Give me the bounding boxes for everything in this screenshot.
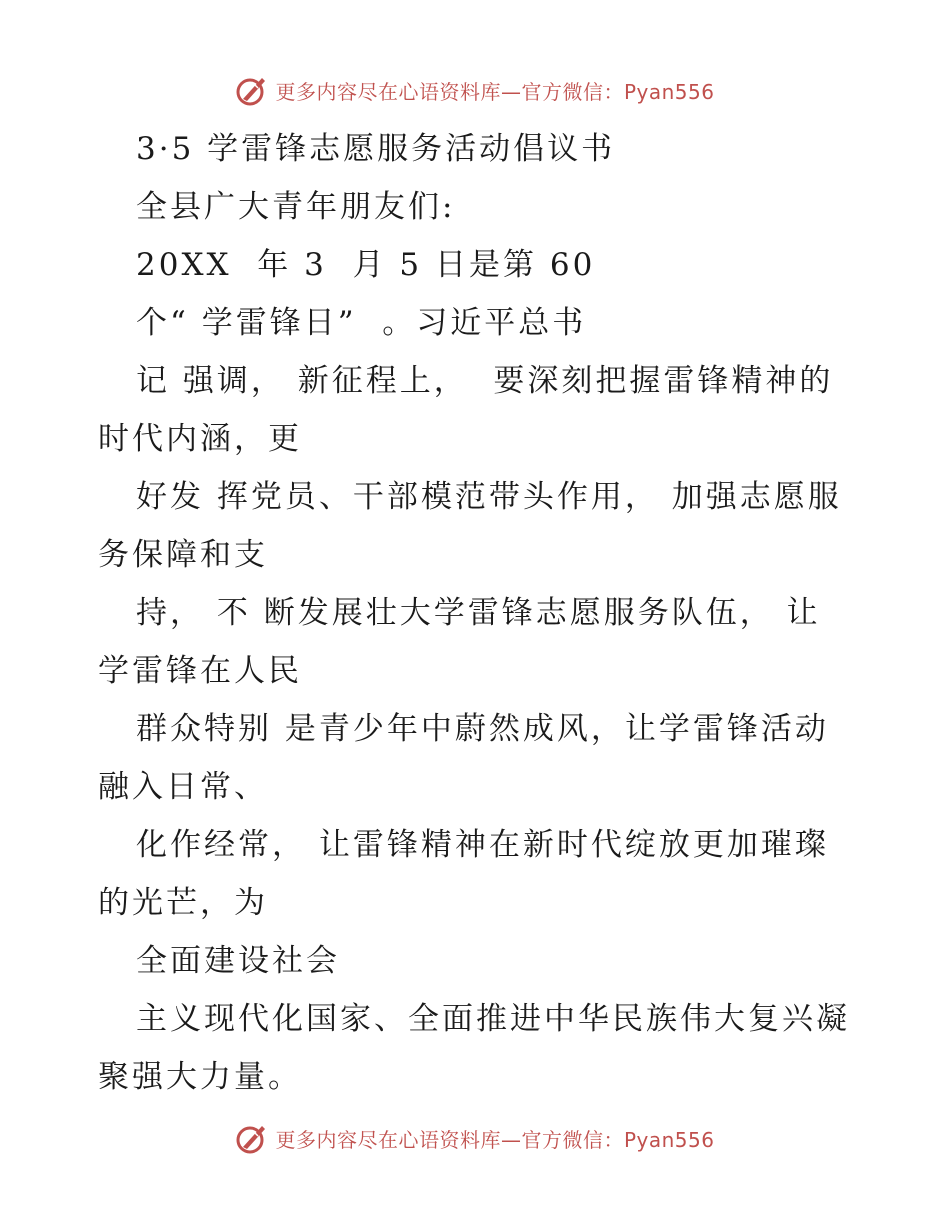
body-line: 全面建设社会: [136, 943, 340, 979]
body-line: 时代内涵，更: [98, 421, 302, 457]
body-line: 群众特别 是青少年中蔚然成风，让学雷锋活动: [136, 711, 829, 747]
body-line: 的光芒，为: [98, 885, 268, 921]
body-line: 个“ 学雷锋日” 。习近平总书: [136, 305, 587, 341]
body-line: 记 强调， 新征程上， 要深刻把握雷锋精神的: [136, 363, 834, 399]
footer-banner: [0, 1118, 950, 1158]
body-line: 持， 不 断发展壮大学雷锋志愿服务队伍， 让: [136, 595, 821, 631]
body-line: 学雷锋在人民: [98, 653, 302, 689]
quill-logo-icon: [235, 1121, 269, 1155]
document-body: [98, 120, 858, 1106]
body-line: 聚强大力量。: [98, 1059, 302, 1095]
quill-logo-icon: [235, 73, 269, 107]
body-line: 主义现代化国家、全面推进中华民族伟大复兴凝: [136, 1001, 850, 1037]
body-line: 好发 挥党员、干部模范带头作用， 加强志愿服: [136, 479, 842, 515]
body-line: 融入日常、: [98, 769, 268, 805]
banner-text: 更多内容尽在心语资料库—官方微信：Pyan556: [275, 79, 715, 104]
body-line: 20XX 年 3 月 5 日是第 60: [136, 247, 596, 283]
document-title: 3·5 学雷锋志愿服务活动倡议书: [136, 131, 616, 167]
salutation: 全县广大青年朋友们:: [136, 189, 456, 225]
body-line: 务保障和支: [98, 537, 268, 573]
banner-text: 更多内容尽在心语资料库—官方微信：Pyan556: [275, 1127, 715, 1152]
body-line: 化作经常， 让雷锋精神在新时代绽放更加璀璨: [136, 827, 829, 863]
header-banner: [0, 70, 950, 110]
